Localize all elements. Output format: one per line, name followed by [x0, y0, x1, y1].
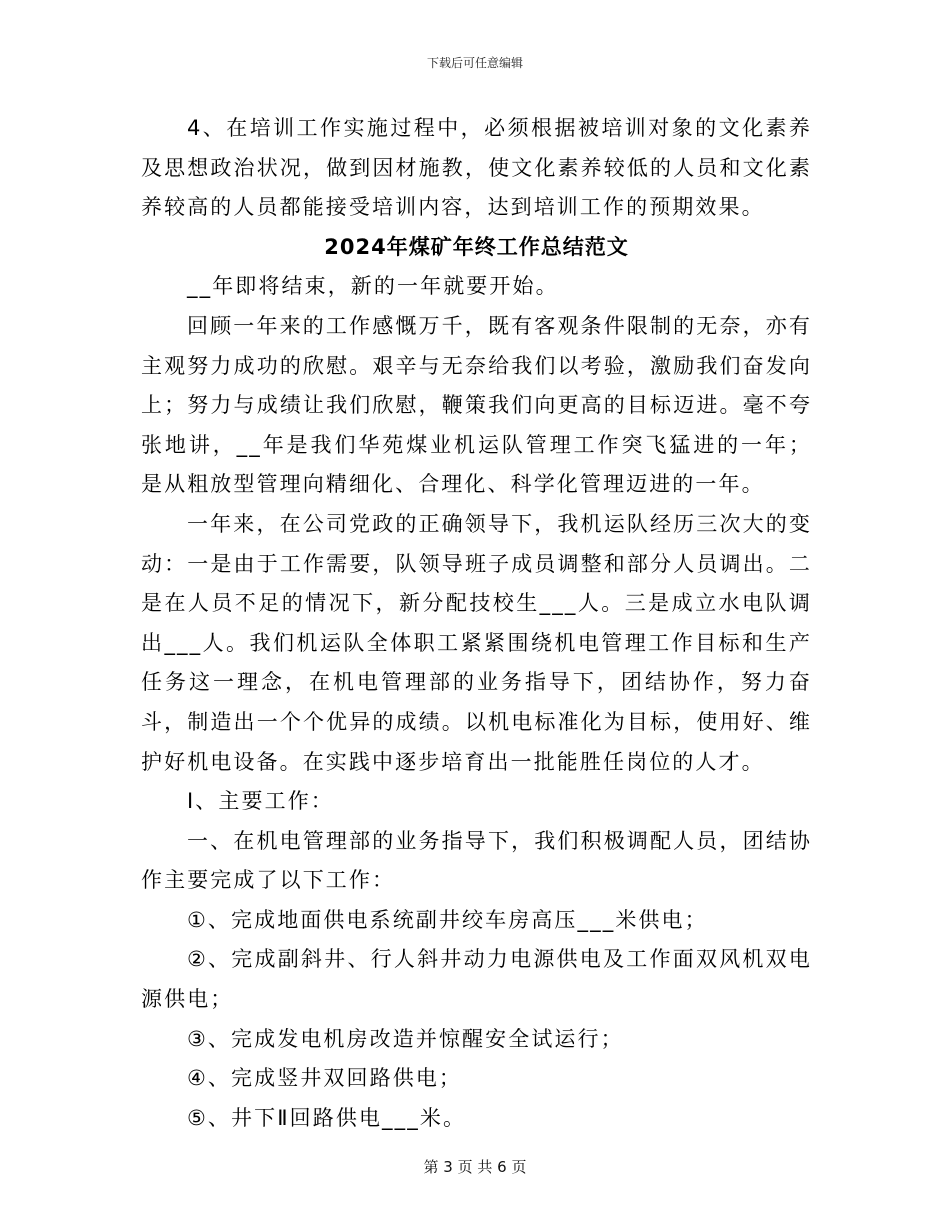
list-item-2: ②、完成副斜井、行人斜井动力电源供电及工作面双风机双电源供电； — [141, 947, 812, 1012]
paragraph-year-end: __年即将结束，新的一年就要开始。 — [187, 274, 559, 299]
paragraph-year-overview: 一年来，在公司党政的正确领导下，我机运队经历三次大的变动：一是由于工作需要，队领导班子成员调整和部分人员调出。二是在人员不足的情况下，新分配技校生___人。三是成立水电队调出___人。我们机运队全体职工紧紧围绕机电管理工作目标和生产任务这一理念，在机电管理部的业务指导下，团结协作，努力奋斗，制造出一个个优异的成绩。以机电标准化为目标，使用好、维护好机电设备。在实践中逐步培育出一批能胜任岗位的人才。 — [141, 511, 812, 774]
page-number-footer: 第 3 页 共 6 页 — [423, 1158, 527, 1176]
paragraph-main-work-intro: 一、在机电管理部的业务指导下，我们积极调配人员，团结协作主要完成了以下工作： — [141, 828, 812, 893]
list-item-3: ③、完成发电机房改造并惊醒安全试运行； — [187, 1026, 624, 1051]
list-item-5: ⑤、井下Ⅱ回路供电___米。 — [187, 1105, 467, 1130]
section-heading-main-work: Ⅰ、主要工作： — [187, 789, 334, 814]
list-item-1: ①、完成地面供电系统副井绞车房高压___米供电； — [187, 907, 708, 932]
paragraph-review: 回顾一年来的工作感慨万千，既有客观条件限制的无奈，亦有主观努力成功的欣慰。艰辛与无奈给我们以考验，激励我们奋发向上；努力与成绩让我们欣慰，鞭策我们向更高的目标迈进。毫不夸张地讲，__年是我们华苑煤业机运队管理工作突飞猛进的一年；是从粗放型管理向精细化、合理化、科学化管理迈进的一年。 — [141, 313, 812, 497]
intro-paragraph: 4、在培训工作实施过程中，必须根据被培训对象的文化素养及思想政治状况，做到因材施教，使文化素养较低的人员和文化素养较高的人员都能接受培训内容，达到培训工作的预期效果。 — [141, 116, 812, 220]
list-item-4: ④、完成竖井双回路供电； — [187, 1066, 463, 1091]
document-title: 2024年煤矿年终工作总结范文 — [324, 234, 629, 259]
document-body — [141, 109, 812, 1138]
header-note: 下载后可任意编辑 — [426, 56, 523, 70]
